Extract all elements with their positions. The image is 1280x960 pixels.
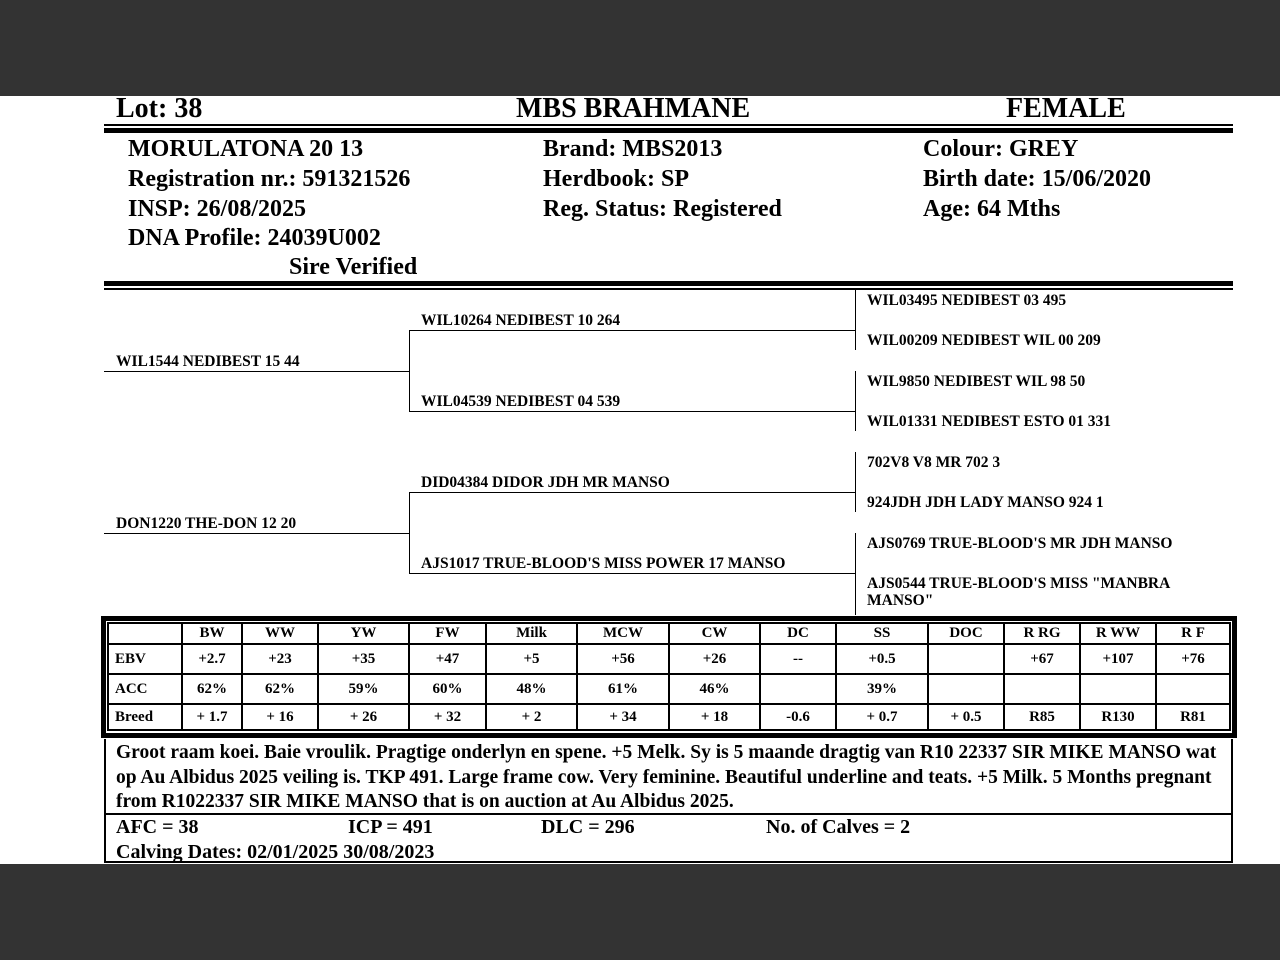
table-cell: 60% xyxy=(409,674,486,704)
table-header-cell: CW xyxy=(669,623,760,644)
pedigree-bracket xyxy=(855,533,856,615)
table-cell: + 32 xyxy=(409,704,486,730)
icp-value: ICP = 491 xyxy=(348,816,433,838)
dlc-value: DLC = 296 xyxy=(541,816,635,838)
table-cell xyxy=(1156,674,1230,704)
dna-profile: DNA Profile: 24039U002 xyxy=(128,225,381,251)
table-cell: +5 xyxy=(486,644,577,674)
pedigree-line xyxy=(104,371,409,372)
table-row xyxy=(108,674,1230,704)
table-cell: R81 xyxy=(1156,704,1230,730)
calving-dates: Calving Dates: 02/01/2025 30/08/2023 xyxy=(116,841,435,863)
table-cell: + 34 xyxy=(577,704,669,730)
table-row xyxy=(108,704,1230,730)
table-cell: + 1.7 xyxy=(182,704,242,730)
table-cell: + 18 xyxy=(669,704,760,730)
pedigree-great-grandparent: 924JDH JDH LADY MANSO 924 1 xyxy=(867,494,1104,511)
table-cell xyxy=(928,644,1004,674)
table-header-cell: WW xyxy=(242,623,318,644)
table-cell: -- xyxy=(760,644,836,674)
sire-verified: Sire Verified xyxy=(289,254,418,280)
table-cell: 39% xyxy=(836,674,928,704)
table-cell: +76 xyxy=(1156,644,1230,674)
comments-text: Groot raam koei. Baie vroulik. Pragtige onderlyn en spene. +5 Melk. Sy is 5 maande dragtig van R10 22337 SIR MIKE MANSO wat op Au Albidus 2025 veiling is. TKP 491. Large frame cow. Very feminine. Beautiful underline and teats. +5 Milk. 5 Months pregnant from R1022337 SIR MIKE MANSO that is on auction at Au Albidus 2025. xyxy=(116,742,1217,812)
pedigree-bracket xyxy=(855,452,856,512)
table-header-cell: SS xyxy=(836,623,928,644)
table-cell xyxy=(928,674,1004,704)
sex-label: FEMALE xyxy=(1006,93,1126,124)
registration-status: Reg. Status: Registered xyxy=(543,196,782,222)
table-row-label: EBV xyxy=(108,644,182,674)
ebv-table xyxy=(107,622,1231,731)
pedigree-bracket xyxy=(855,290,856,350)
table-cell: +23 xyxy=(242,644,318,674)
header-divider-thick xyxy=(104,128,1233,133)
table-cell: R130 xyxy=(1080,704,1156,730)
header-divider-thin xyxy=(104,124,1233,126)
birth-date: Birth date: 15/06/2020 xyxy=(923,166,1151,192)
table-cell: + 0.7 xyxy=(836,704,928,730)
info-divider-thin xyxy=(104,288,1233,290)
pedigree-great-grandparent: AJS0544 TRUE-BLOOD'S MISS "MANBRA MANSO" xyxy=(867,575,1170,609)
pedigree-great-grandparent: AJS0769 TRUE-BLOOD'S MR JDH MANSO xyxy=(867,535,1173,552)
pedigree-line xyxy=(409,411,855,412)
table-cell: 62% xyxy=(182,674,242,704)
pedigree-line xyxy=(409,573,855,574)
comments-divider xyxy=(104,813,1233,815)
pedigree-great-grandparent: WIL03495 NEDIBEST 03 495 xyxy=(867,292,1067,309)
brand: Brand: MBS2013 xyxy=(543,136,723,162)
pedigree-sire: WIL1544 NEDIBEST 15 44 xyxy=(116,353,300,370)
table-header-cell: DC xyxy=(760,623,836,644)
colour: Colour: GREY xyxy=(923,136,1079,162)
table-cell: +47 xyxy=(409,644,486,674)
age: Age: 64 Mths xyxy=(923,196,1061,222)
table-header-cell: R F xyxy=(1156,623,1230,644)
herdbook: Herdbook: SP xyxy=(543,166,690,192)
table-header-cell: Milk xyxy=(486,623,577,644)
table-cell: +0.5 xyxy=(836,644,928,674)
registration-number: Registration nr.: 591321526 xyxy=(128,166,411,192)
pedigree-bracket xyxy=(855,371,856,431)
table-header-cell: YW xyxy=(318,623,409,644)
table-cell: 62% xyxy=(242,674,318,704)
table-cell: 46% xyxy=(669,674,760,704)
pedigree-line xyxy=(104,533,409,534)
table-header-cell: R WW xyxy=(1080,623,1156,644)
insp-date: INSP: 26/08/2025 xyxy=(128,196,307,222)
animal-name: MORULATONA 20 13 xyxy=(128,136,364,162)
table-cell: 48% xyxy=(486,674,577,704)
pedigree-great-grandparent: WIL9850 NEDIBEST WIL 98 50 xyxy=(867,373,1086,390)
table-cell: +67 xyxy=(1004,644,1080,674)
table-cell: +26 xyxy=(669,644,760,674)
breed-title: MBS BRAHMANE xyxy=(516,93,751,124)
pedigree-line xyxy=(409,492,855,493)
table-cell: R85 xyxy=(1004,704,1080,730)
ebv-header-row xyxy=(108,623,1230,644)
table-row xyxy=(108,644,1230,674)
table-cell: + 0.5 xyxy=(928,704,1004,730)
pedigree-dam: DON1220 THE-DON 12 20 xyxy=(116,515,297,532)
table-header-cell xyxy=(108,623,182,644)
table-cell: + 16 xyxy=(242,704,318,730)
calves-count: No. of Calves = 2 xyxy=(766,816,911,838)
table-header-cell: FW xyxy=(409,623,486,644)
pedigree-sire-sire: WIL10264 NEDIBEST 10 264 xyxy=(421,312,621,329)
table-cell xyxy=(760,674,836,704)
pedigree-bracket xyxy=(409,330,410,412)
table-header-cell: BW xyxy=(182,623,242,644)
table-header-cell: R RG xyxy=(1004,623,1080,644)
table-cell: + 26 xyxy=(318,704,409,730)
pedigree-line xyxy=(409,330,855,331)
pedigree-great-grandparent: WIL01331 NEDIBEST ESTO 01 331 xyxy=(867,413,1112,430)
info-divider-thick xyxy=(104,281,1233,286)
table-cell: +35 xyxy=(318,644,409,674)
pedigree-great-grandparent: 702V8 V8 MR 702 3 xyxy=(867,454,1001,471)
pedigree-bracket xyxy=(409,492,410,574)
lot-number: Lot: 38 xyxy=(116,93,203,124)
pedigree-dam-sire: DID04384 DIDOR JDH MR MANSO xyxy=(421,474,670,491)
afc-value: AFC = 38 xyxy=(116,816,199,838)
table-header-cell: DOC xyxy=(928,623,1004,644)
table-cell xyxy=(1080,674,1156,704)
pedigree-great-grandparent: WIL00209 NEDIBEST WIL 00 209 xyxy=(867,332,1101,349)
table-header-cell: MCW xyxy=(577,623,669,644)
table-cell xyxy=(1004,674,1080,704)
catalogue-page xyxy=(0,93,1280,864)
table-cell: +56 xyxy=(577,644,669,674)
table-cell: +2.7 xyxy=(182,644,242,674)
table-cell: 59% xyxy=(318,674,409,704)
pedigree-dam-dam: AJS1017 TRUE-BLOOD'S MISS POWER 17 MANSO xyxy=(421,555,786,572)
table-cell: + 2 xyxy=(486,704,577,730)
table-cell: 61% xyxy=(577,674,669,704)
table-row-label: ACC xyxy=(108,674,182,704)
table-cell: -0.6 xyxy=(760,704,836,730)
pedigree-sire-dam: WIL04539 NEDIBEST 04 539 xyxy=(421,393,621,410)
table-row-label: Breed xyxy=(108,704,182,730)
table-cell: +107 xyxy=(1080,644,1156,674)
